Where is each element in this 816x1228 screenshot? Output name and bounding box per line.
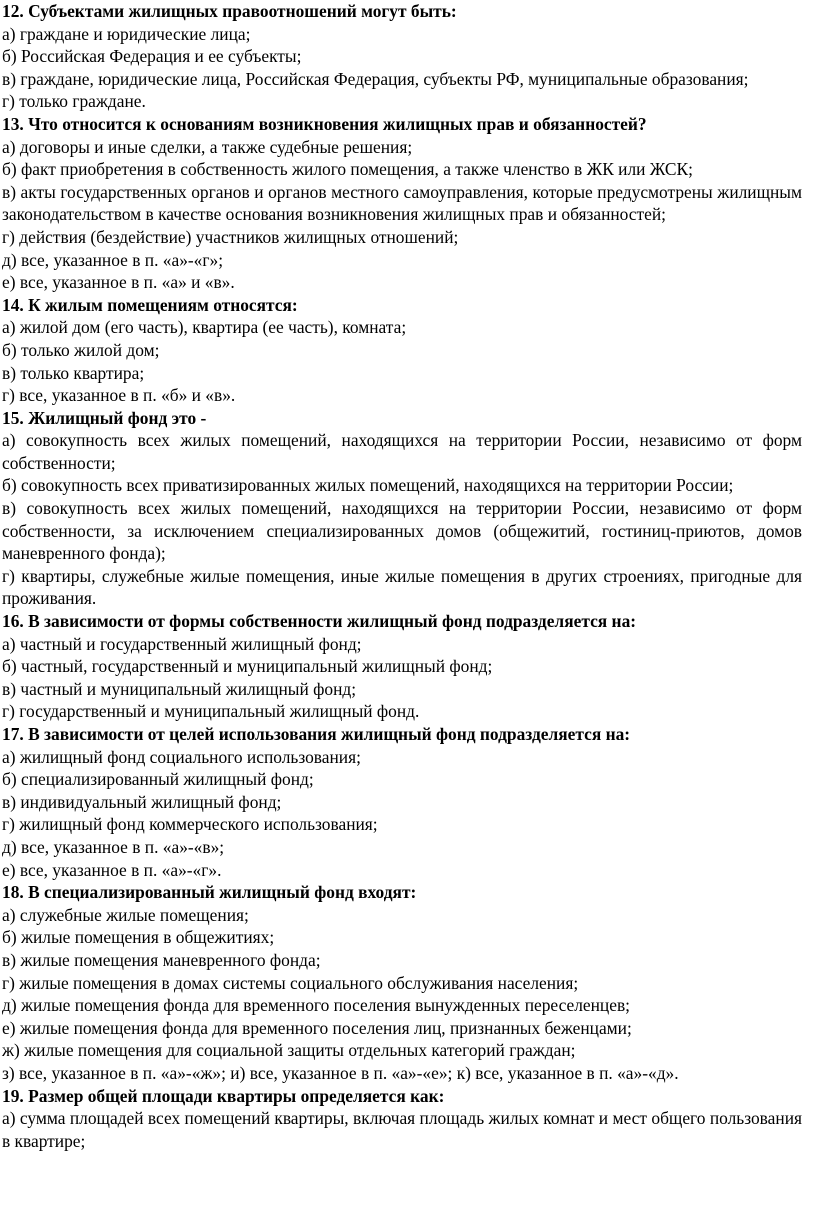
answer-option: г) квартиры, служебные жилые помещения, иные жилые помещения в других строениях, пригодные для проживания. [2,565,802,609]
answer-option: е) все, указанное в п. «а»-«г». [2,859,222,880]
answer-option: б) Российская Федерация и ее субъекты; [2,46,302,67]
answer-option: в) жилые помещения маневренного фонда; [2,949,321,970]
question-19 [2,1085,802,1153]
answer-option: а) жилищный фонд социального использования; [2,746,361,767]
question-title: 19. Размер общей площади квартиры определяется как: [2,1085,445,1106]
question-12 [2,0,802,113]
answer-option: е) жилые помещения фонда для временного поселения лиц, признанных беженцами; [2,1017,632,1038]
answer-option: б) частный, государственный и муниципальный жилищный фонд; [2,656,493,677]
question-title: 16. В зависимости от формы собственности жилищный фонд подразделяется на: [2,611,637,632]
answer-option: а) совокупность всех жилых помещений, находящихся на территории России, независимо от форм собственности; [2,430,802,473]
question-14 [2,294,802,407]
answer-option: д) все, указанное в п. «а»-«в»; [2,836,225,857]
answer-option: г) жилые помещения в домах системы социального обслуживания населения; [2,972,579,993]
question-title: 14. К жилым помещениям относятся: [2,294,298,315]
question-title: 18. В специализированный жилищный фонд входят: [2,882,417,903]
question-17 [2,723,802,881]
answer-option: а) граждане и юридические лица; [2,23,251,44]
question-title: 17. В зависимости от целей использования жилищный фонд подразделяется на: [2,724,631,744]
answer-option: а) частный и государственный жилищный фонд; [2,633,362,654]
answer-option: г) только граждане. [2,91,146,112]
answer-option: з) все, указанное в п. «а»-«ж»; и) все, указанное в п. «а»-«е»; к) все, указанное в п. «а»-«д». [2,1062,679,1083]
answer-option: д) все, указанное в п. «а»-«г»; [2,249,224,270]
answer-option: г) все, указанное в п. «б» и «в». [2,385,236,406]
answer-option: г) жилищный фонд коммерческого использования; [2,814,378,835]
answer-option: в) только квартира; [2,362,145,383]
answer-option: е) все, указанное в п. «а» и «в». [2,272,235,293]
answer-option: д) жилые помещения фонда для временного поселения вынужденных переселенцев; [2,995,630,1016]
answer-option: б) факт приобретения в собственность жилого помещения, а также членство в ЖК или ЖСК; [2,159,693,180]
answer-option: г) государственный и муниципальный жилищный фонд. [2,701,420,722]
answer-option: б) только жилой дом; [2,339,160,360]
answer-option: г) действия (бездействие) участников жилищных отношений; [2,226,459,247]
answer-option: б) специализированный жилищный фонд; [2,769,314,790]
question-title: 13. Что относится к основаниям возникновения жилищных прав и обязанностей? [2,113,647,134]
answer-option: в) индивидуальный жилищный фонд; [2,791,282,812]
answer-option: а) сумма площадей всех помещений квартиры, включая площадь жилых комнат и мест общего пользования в квартире; [2,1108,802,1151]
answer-option: в) совокупность всех жилых помещений, находящихся на территории России, независимо от форм собственности, за исключением специализированных домов (общежитий, гостиниц-приютов, домов маневренного фонда); [2,498,802,564]
answer-option: в) граждане, юридические лица, Российская Федерация, субъекты РФ, муниципальные образования; [2,68,749,89]
question-16 [2,610,802,723]
question-15 [2,407,802,610]
question-title: 12. Субъектами жилищных правоотношений могут быть: [2,1,457,21]
answer-option: в) акты государственных органов и органов местного самоуправления, которые предусмотрены жилищным законодательством в качестве основания возникновения жилищных прав и обязанностей; [2,181,802,225]
answer-option: а) договоры и иные сделки, а также судебные решения; [2,136,413,157]
answer-option: а) служебные жилые помещения; [2,904,249,925]
answer-option: а) жилой дом (его часть), квартира (ее часть), комната; [2,317,407,338]
question-13 [2,113,802,294]
answer-option: б) совокупность всех приватизированных жилых помещений, находящихся на территории России; [2,475,734,496]
answer-option: в) частный и муниципальный жилищный фонд; [2,678,357,699]
question-18 [2,881,802,1084]
question-title: 15. Жилищный фонд это - [2,407,207,428]
answer-option: ж) жилые помещения для социальной защиты отдельных категорий граждан; [2,1040,576,1061]
answer-option: б) жилые помещения в общежитиях; [2,927,275,948]
